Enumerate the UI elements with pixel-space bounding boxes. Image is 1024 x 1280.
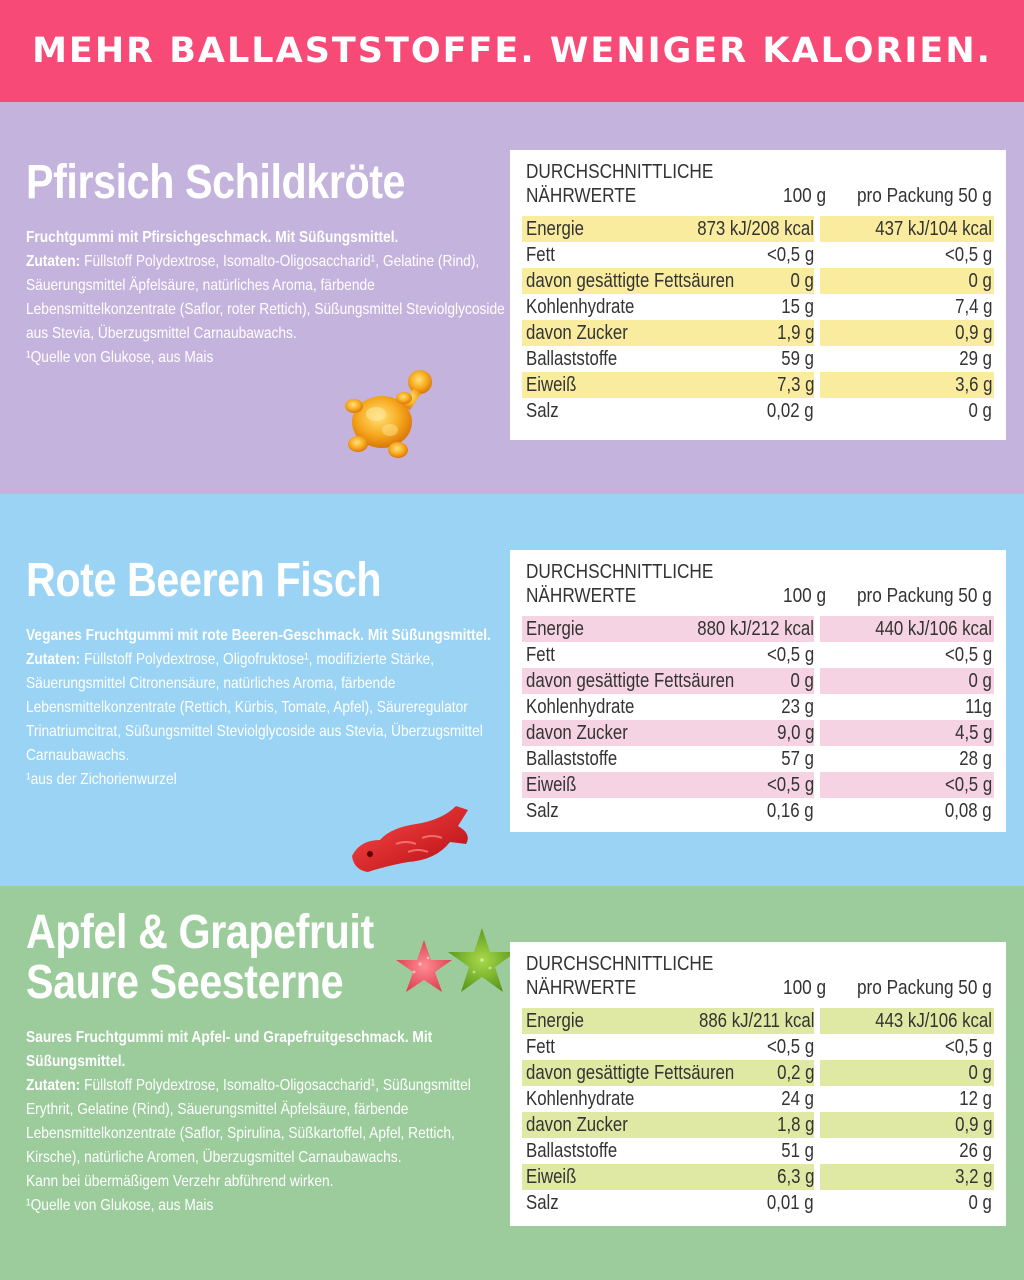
row-label: Energie [526, 218, 584, 240]
nutrition-table [510, 550, 1006, 832]
product-title-line: Saure Seesterne [26, 956, 344, 1009]
ingredients-list: Füllstoff Polydextrose, Isomalto-Oligosaccharid¹, Süßungsmittel Erythrit, Gelatine (Rind), Säuerungsmittel Äpfelsäure, färbende Lebensmittelkonzentrate (Saflor, Spirulina, Süßkartoffel, Apfel, Rettich, Kirsche), natürliche Aromen, Überzugsmittel Carnaubawachs. [26, 1077, 471, 1166]
row-value-pack: 12 g [959, 1088, 992, 1110]
nutrition-row-eiweiss [522, 772, 994, 798]
row-value-pack: 0 g [968, 1192, 992, 1214]
nutrition-row-fett [522, 642, 994, 668]
row-value-pack: 440 kJ/106 kcal [875, 618, 992, 640]
nutrition-row-fett [522, 1034, 994, 1060]
product-title-line: Apfel & Grapefruit [26, 906, 374, 959]
row-label: davon gesättigte Fettsäuren [526, 1062, 735, 1084]
row-value-100g: 0 g [790, 670, 814, 692]
row-label: davon Zucker [526, 1114, 628, 1136]
column-header-100g: 100 g [782, 977, 826, 999]
row-value-pack: 0 g [968, 1062, 992, 1084]
product-section-peach-turtle [0, 102, 1024, 494]
nutrition-heading-line1: DURCHSCHNITTLICHE [526, 953, 714, 975]
product-description [26, 624, 508, 792]
row-value-pack: <0,5 g [944, 1036, 992, 1058]
nutrition-heading-line2: NÄHRWERTE [526, 977, 637, 999]
row-value-100g: 1,8 g [776, 1114, 814, 1136]
row-value-pack: 0,9 g [954, 1114, 992, 1136]
row-value-100g: <0,5 g [766, 774, 814, 796]
row-value-100g: <0,5 g [766, 244, 814, 266]
nutrition-row-fett [522, 242, 994, 268]
row-value-pack: 29 g [959, 348, 992, 370]
row-value-100g: 51 g [781, 1140, 814, 1162]
ingredients-text [26, 648, 508, 768]
nutrition-row-fettsaeuren [522, 1060, 994, 1086]
nutrition-rows [522, 616, 994, 824]
product-section-apple-grapefruit-starfish [0, 886, 1024, 1280]
row-value-pack: 4,5 g [954, 722, 992, 744]
row-value-100g: 0 g [790, 270, 814, 292]
nutrition-heading-line1: DURCHSCHNITTLICHE [526, 161, 714, 183]
row-value-100g: 57 g [781, 748, 814, 770]
row-label: Energie [526, 618, 584, 640]
nutrition-heading-line1: DURCHSCHNITTLICHE [526, 561, 714, 583]
row-value-pack: <0,5 g [944, 774, 992, 796]
nutrition-rows [522, 216, 994, 424]
ingredients-list: Füllstoff Polydextrose, Isomalto-Oligosaccharid¹, Gelatine (Rind), Säuerungsmittel Äpfelsäure, natürliches Aroma, färbende Lebensmittelkonzentrate (Saflor, roter Rettich), Süßungsmittel Steviolglycoside aus Stevia, Überzugsmittel Carnaubawachs. [26, 253, 505, 342]
nutrition-header [522, 560, 994, 612]
column-header-pack: pro Packung 50 g [857, 185, 992, 207]
nutrition-row-zucker [522, 720, 994, 746]
column-header-100g: 100 g [782, 585, 826, 607]
row-label: Kohlenhydrate [526, 296, 635, 318]
product-title-line: Rote Beeren Fisch [26, 554, 382, 607]
nutrition-row-kohlenhydrate [522, 294, 994, 320]
row-value-pack: 3,6 g [954, 374, 992, 396]
laxative-warning: Kann bei übermäßigem Verzehr abführend wirken. [26, 1173, 334, 1190]
row-value-100g: 0,2 g [776, 1062, 814, 1084]
ingredients-text [26, 1074, 508, 1170]
row-value-pack: 0 g [968, 400, 992, 422]
row-value-100g: 7,3 g [776, 374, 814, 396]
product-title [26, 158, 405, 208]
row-label: Kohlenhydrate [526, 696, 635, 718]
ingredients-label: Zutaten: [26, 651, 81, 668]
nutrition-table [510, 942, 1006, 1226]
row-value-100g: 1,9 g [776, 322, 814, 344]
product-intro: Veganes Fruchtgummi mit rote Beeren-Geschmack. Mit Süßungsmittel. [26, 627, 491, 644]
row-value-100g: 886 kJ/211 kcal [698, 1010, 814, 1032]
row-value-pack: 7,4 g [954, 296, 992, 318]
row-value-100g: 0,01 g [767, 1192, 814, 1214]
row-value-100g: 873 kJ/208 kcal [697, 218, 814, 240]
product-title [26, 908, 374, 1008]
nutrition-row-kohlenhydrate [522, 1086, 994, 1112]
row-value-pack: 3,2 g [954, 1166, 992, 1188]
row-value-100g: 9,0 g [776, 722, 814, 744]
nutrition-row-eiweiss [522, 1164, 994, 1190]
row-value-pack: 26 g [959, 1140, 992, 1162]
column-header-pack: pro Packung 50 g [857, 585, 992, 607]
ingredients-text [26, 250, 508, 346]
nutrition-row-fettsaeuren [522, 268, 994, 294]
product-intro: Fruchtgummi mit Pfirsichgeschmack. Mit Süßungsmittel. [26, 229, 399, 246]
nutrition-row-energie [522, 1008, 994, 1034]
footnote: ¹aus der Zichorienwurzel [26, 771, 177, 788]
row-label: Fett [526, 1036, 555, 1058]
nutrition-row-ballaststoffe [522, 346, 994, 372]
product-description [26, 226, 508, 370]
row-label: davon Zucker [526, 322, 628, 344]
column-header-100g: 100 g [782, 185, 826, 207]
nutrition-row-zucker [522, 320, 994, 346]
row-label: Salz [526, 1192, 559, 1214]
row-label: Eiweiß [526, 774, 577, 796]
row-label: davon gesättigte Fettsäuren [526, 270, 735, 292]
nutrition-row-zucker [522, 1112, 994, 1138]
row-value-pack: 0 g [968, 670, 992, 692]
row-value-pack: 437 kJ/104 kcal [875, 218, 992, 240]
row-label: Ballaststoffe [526, 348, 618, 370]
header-banner [0, 0, 1024, 102]
fish-gummy-icon [346, 800, 476, 880]
row-value-100g: 0,16 g [767, 800, 814, 822]
footnote: ¹Quelle von Glukose, aus Mais [26, 1197, 214, 1214]
nutrition-row-salz [522, 398, 994, 424]
nutrition-row-ballaststoffe [522, 746, 994, 772]
row-value-pack: <0,5 g [944, 244, 992, 266]
starfish-gummy-icon [394, 920, 520, 1006]
nutrition-heading-line2: NÄHRWERTE [526, 585, 637, 607]
row-value-100g: 23 g [781, 696, 814, 718]
row-value-pack: 0,9 g [954, 322, 992, 344]
product-title-line: Pfirsich Schildkröte [26, 156, 406, 209]
nutrition-header [522, 160, 994, 212]
product-intro: Saures Fruchtgummi mit Apfel- und Grapefruitgeschmack. Mit Süßungsmittel. [26, 1029, 433, 1070]
row-value-100g: <0,5 g [766, 1036, 814, 1058]
row-value-pack: <0,5 g [944, 644, 992, 666]
ingredients-label: Zutaten: [26, 253, 81, 270]
footnote: ¹Quelle von Glukose, aus Mais [26, 349, 214, 366]
row-label: Fett [526, 244, 555, 266]
row-value-100g: 15 g [781, 296, 814, 318]
nutrition-row-fettsaeuren [522, 668, 994, 694]
nutrition-row-salz [522, 1190, 994, 1216]
row-label: davon Zucker [526, 722, 628, 744]
row-value-100g: 0,02 g [767, 400, 814, 422]
row-value-100g: 6,3 g [776, 1166, 814, 1188]
nutrition-header [522, 952, 994, 1004]
row-label: Salz [526, 400, 559, 422]
product-title [26, 556, 381, 606]
row-label: Ballaststoffe [526, 1140, 618, 1162]
ingredients-label: Zutaten: [26, 1077, 81, 1094]
row-value-pack: 11g [965, 696, 992, 718]
nutrition-heading [526, 560, 713, 608]
row-label: Kohlenhydrate [526, 1088, 635, 1110]
banner-headline: MEHR BALLASTSTOFFE. WENIGER KALORIEN. [32, 31, 992, 71]
row-label: Energie [526, 1010, 584, 1032]
row-value-pack: 0 g [968, 270, 992, 292]
row-label: davon gesättigte Fettsäuren [526, 670, 735, 692]
row-label: Eiweiß [526, 1166, 577, 1188]
row-label: Fett [526, 644, 555, 666]
row-value-pack: 0,08 g [945, 800, 992, 822]
product-section-berry-fish [0, 494, 1024, 886]
ingredients-list: Füllstoff Polydextrose, Oligofruktose¹, modifizierte Stärke, Säuerungsmittel Citronensäure, natürliches Aroma, färbende Lebensmittelkonzentrate (Rettich, Kürbis, Tomate, Apfel), Säureregulator Trinatriumcitrat, Süßungsmittel Steviolglycoside aus Stevia, Überzugsmittel Carnaubawachs. [26, 651, 483, 764]
nutrition-rows [522, 1008, 994, 1216]
nutrition-row-kohlenhydrate [522, 694, 994, 720]
row-value-pack: 28 g [959, 748, 992, 770]
row-value-100g: 880 kJ/212 kcal [697, 618, 814, 640]
turtle-gummy-icon [340, 364, 436, 464]
nutrition-heading-line2: NÄHRWERTE [526, 185, 637, 207]
nutrition-row-salz [522, 798, 994, 824]
nutrition-row-eiweiss [522, 372, 994, 398]
row-value-100g: 59 g [781, 348, 814, 370]
nutrition-row-energie [522, 216, 994, 242]
nutrition-row-energie [522, 616, 994, 642]
row-label: Eiweiß [526, 374, 577, 396]
column-header-pack: pro Packung 50 g [857, 977, 992, 999]
product-description [26, 1026, 508, 1218]
nutrition-heading [526, 160, 713, 208]
row-value-100g: <0,5 g [766, 644, 814, 666]
nutrition-row-ballaststoffe [522, 1138, 994, 1164]
row-value-pack: 443 kJ/106 kcal [875, 1010, 992, 1032]
nutrition-table [510, 150, 1006, 440]
row-value-100g: 24 g [781, 1088, 814, 1110]
row-label: Salz [526, 800, 559, 822]
nutrition-heading [526, 952, 713, 1000]
row-label: Ballaststoffe [526, 748, 618, 770]
